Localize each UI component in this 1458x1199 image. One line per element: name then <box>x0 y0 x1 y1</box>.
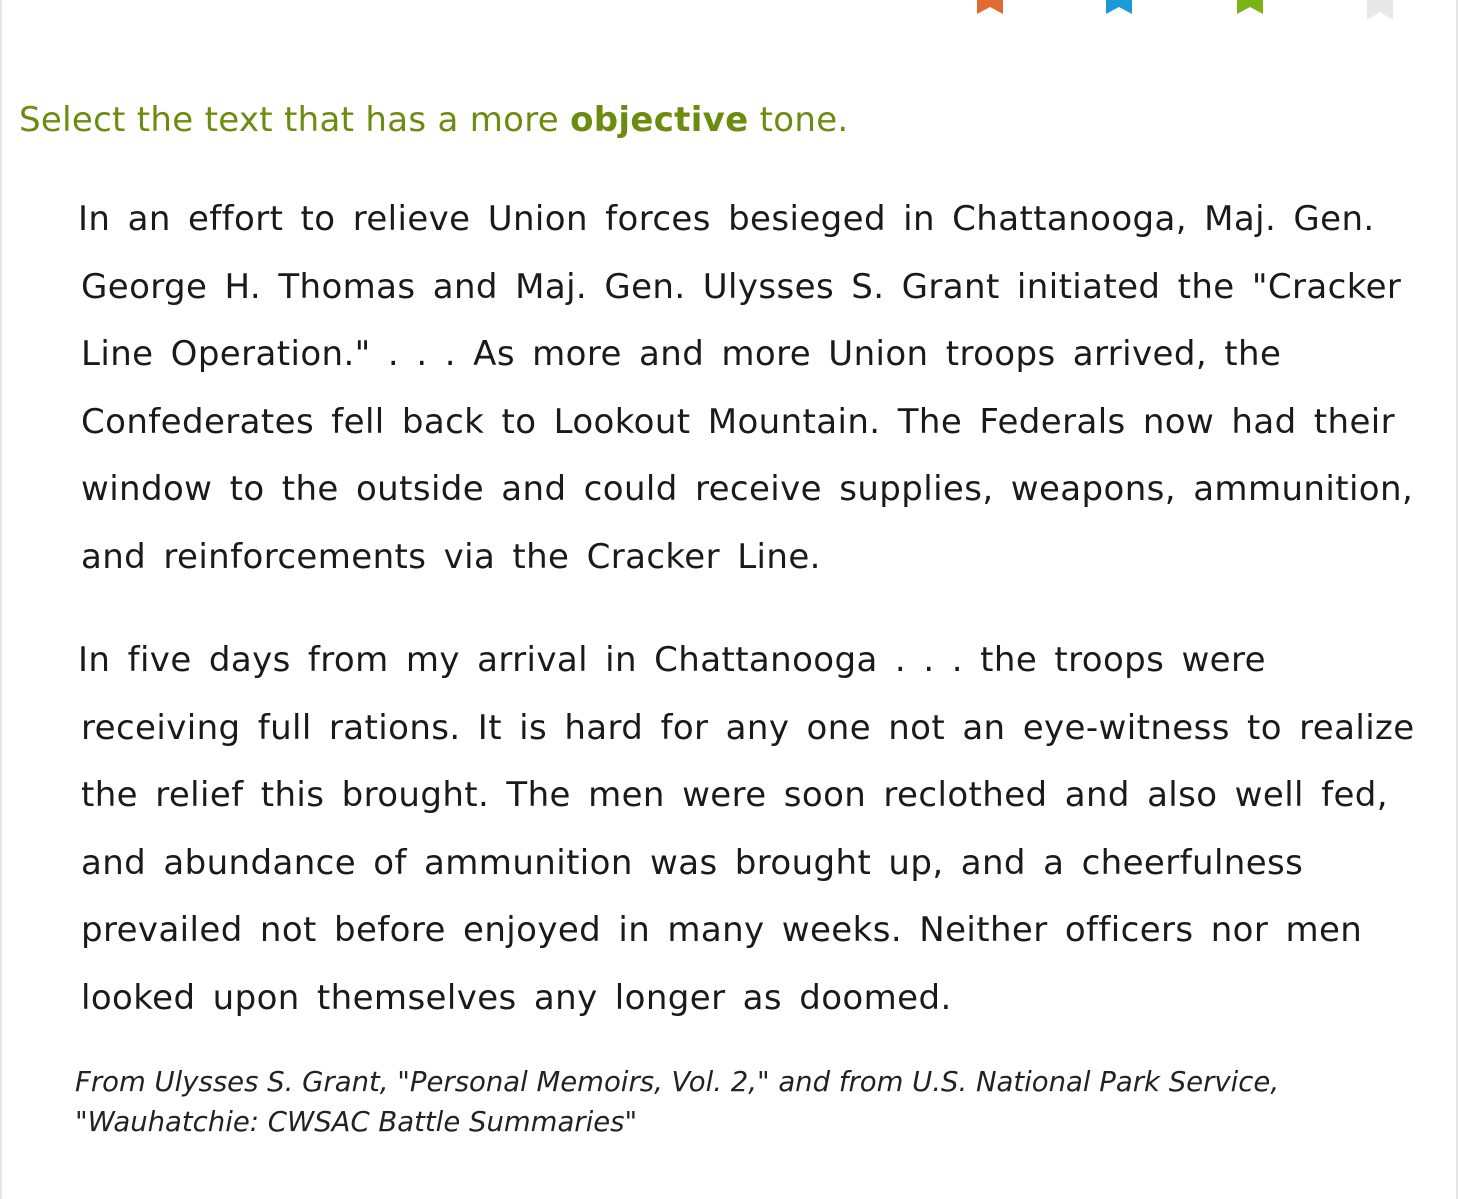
answer-choice-2[interactable] <box>60 627 1438 1033</box>
prompt-emphasis: objective <box>570 100 749 140</box>
answer-choice-1[interactable] <box>60 186 1438 592</box>
choice-2-text: In five days from my arrival in Chattanooga . . . the troops were receiving full rations. It is hard for any one not an eye-witness to realize the relief this brought. The men were soon reclothed and also well fed, and abundance of ammunition was brought up, and a cheerfulness prevailed not before enjoyed in many weeks. Neither officers nor men looked upon themselves any longer as doomed. <box>78 640 1415 1018</box>
question-prompt <box>19 100 849 140</box>
prompt-text-after: tone. <box>748 100 849 140</box>
green-ribbon-icon <box>1237 0 1263 20</box>
progress-ribbons <box>0 0 1458 22</box>
prompt-text-before: Select the text that has a more <box>19 100 571 140</box>
source-citation: From Ulysses S. Grant, "Personal Memoirs, Vol. 2," and from U.S. National Park Service, "Wauhatchie: CWSAC Battle Summaries" <box>75 1066 1280 1138</box>
frame-left-border <box>0 0 2 1199</box>
choice-1-text: In an effort to relieve Union forces besieged in Chattanooga, Maj. Gen. George H. Thomas and Maj. Gen. Ulysses S. Grant initiated the "Cracker Line Operation." . . . As more and more Union troops arrived, the Confederates fell back to Lookout Mountain. The Federals now had their window to the outside and could receive supplies, weapons, ammunition, and reinforcements via the Cracker Line. <box>78 199 1414 577</box>
gray-ribbon-icon <box>1367 0 1393 20</box>
orange-ribbon-icon <box>977 0 1003 20</box>
blue-ribbon-icon <box>1106 0 1132 20</box>
